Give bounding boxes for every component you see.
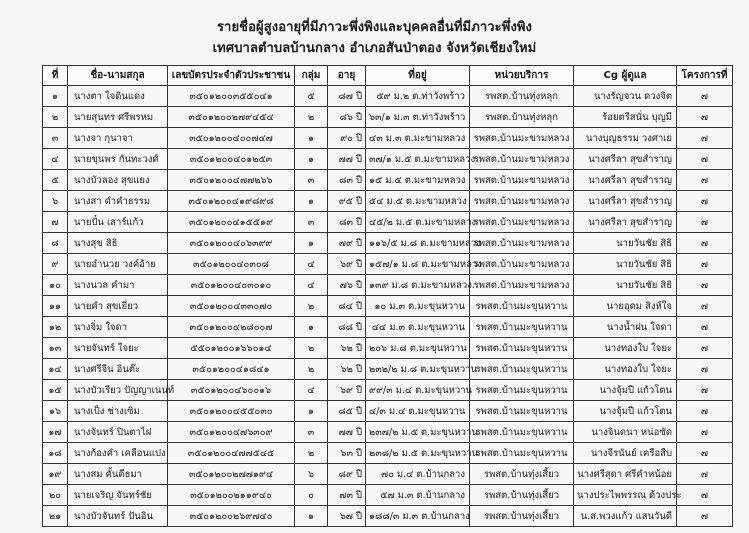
col-header-project: โครงการที่	[677, 66, 733, 86]
cell-row-number: ๗	[43, 212, 68, 233]
cell-age: ๘๗ ปี	[328, 86, 366, 107]
cell-person-name: นางบัวจันทร์ ปันอิน	[68, 506, 168, 527]
cell-citizen-id: ๓๕๐๑๒๐๐๔๗๖๓๐๙	[168, 422, 295, 443]
table-row	[43, 191, 733, 212]
cell-row-number: ๒๑	[43, 506, 68, 527]
cell-address: ๒๓๗/๒ ม.๕ ต.มะขุนหวาน	[366, 422, 470, 443]
cell-age: ๗๓ ปี	[328, 485, 366, 506]
table-row	[43, 128, 733, 149]
cell-project-number: ๗	[677, 107, 733, 128]
cell-project-number: ๗	[677, 485, 733, 506]
cell-caregiver: นางทองใบ ใจยะ	[574, 359, 677, 380]
cell-citizen-id: ๓๕๐๑๒๐๐๔๑๕๕๑๙	[168, 212, 295, 233]
cell-citizen-id: ๓๕๐๑๒๐๐๓๕๕๐๔๑	[168, 86, 295, 107]
cell-project-number: ๗	[677, 317, 733, 338]
cell-address: ๙๙/๓ ม.๔ ต.มะขุนหวาน	[366, 380, 470, 401]
cell-caregiver: นางรัญจวน ดวงจิต	[574, 86, 677, 107]
cell-citizen-id: ๓๕๐๑๒๐๐๔๕๕๐๓๐	[168, 401, 295, 422]
cell-service-unit: รพสต.บ้านมะขุนหวาน	[470, 296, 574, 317]
cell-service-unit: รพสต.บ้านมะขุนหวาน	[470, 422, 574, 443]
cell-age: ๙๕ ปี	[328, 191, 366, 212]
cell-address: ๑๕๗/๑ ม.๘ ต.มะขามหลวง	[366, 254, 470, 275]
cell-group-number: ๒	[295, 107, 328, 128]
cell-citizen-id: ๓๕๐๑๒๐๐๔๑๙๘๙๘	[168, 191, 295, 212]
cell-group-number: ๓	[295, 170, 328, 191]
cell-address: ๓๗/๑ ม.๕ ต.มะขามหลวง	[366, 149, 470, 170]
cell-group-number: ๓	[295, 212, 328, 233]
cell-caregiver: นางบุญธรรม วงศาเย	[574, 128, 677, 149]
cell-project-number: ๗	[677, 443, 733, 464]
cell-project-number: ๗	[677, 422, 733, 443]
cell-address: ๑๘๘/๓ ม.๓ ต.บ้านกลาง	[366, 506, 470, 527]
col-header-unit: หน่วยบริการ	[470, 66, 574, 86]
cell-citizen-id: ๓๕๐๑๒๐๐๒๖๙๗๔๐	[168, 506, 295, 527]
cell-person-name: นายขุนพร กันทะวงศ์	[68, 149, 168, 170]
cell-address: ๑๑๖/๕ ม.๘ ต.มะขามหลวง	[366, 233, 470, 254]
cell-address: ๖๓/๑ ม.๓ ต.ท่าวังพร้าว	[366, 107, 470, 128]
cell-age: ๖๒ ปี	[328, 338, 366, 359]
cell-row-number: ๖	[43, 191, 68, 212]
cell-caregiver: นางจินดนา หน่อซัด	[574, 422, 677, 443]
cell-row-number: ๑๗	[43, 422, 68, 443]
cell-row-number: ๓	[43, 128, 68, 149]
cell-person-name: นางศรีจีน อินต๊ะ	[68, 359, 168, 380]
cell-person-name: นายปั๋น เสาร์แก้ว	[68, 212, 168, 233]
table-row	[43, 485, 733, 506]
cell-address: ๒๐๖ ม.๘ ต.มะขุนหวาน	[366, 338, 470, 359]
table-row	[43, 422, 733, 443]
cell-age: ๖๙ ปี	[328, 254, 366, 275]
cell-address: ๕๗ ม.๓ ต.บ้านกลาง	[366, 485, 470, 506]
cell-age: ๖๒ ปี	[328, 359, 366, 380]
document-subtitle: เทศบาลตำบลบ้านกลาง อำเภอสันป่าตอง จังหวัดเชียงใหม่	[212, 41, 537, 56]
cell-group-number: ๑	[295, 128, 328, 149]
cell-person-name: นางบัวลอง สุขแยง	[68, 170, 168, 191]
cell-service-unit: รพสต.บ้านมะขุนหวาน	[470, 443, 574, 464]
cell-caregiver: นายวันชัย สิธิ	[574, 275, 677, 296]
table-row	[43, 86, 733, 107]
table-row	[43, 149, 733, 170]
cell-age: ๖๓ ปี	[328, 443, 366, 464]
cell-row-number: ๑๒	[43, 317, 68, 338]
cell-project-number: ๗	[677, 401, 733, 422]
cell-age: ๘๙ ปี	[328, 464, 366, 485]
cell-group-number: ๒	[295, 359, 328, 380]
cell-project-number: ๗	[677, 338, 733, 359]
table-row	[43, 317, 733, 338]
cell-citizen-id: ๓๕๐๑๒๐๐๔๒๘๐๐๗	[168, 317, 295, 338]
table-row	[43, 464, 733, 485]
cell-age: ๗๗ ปี	[328, 422, 366, 443]
cell-row-number: ๑๙	[43, 464, 68, 485]
cell-caregiver: นางจีรนันย์ เครือสืบ	[574, 443, 677, 464]
cell-caregiver: ร้อยตรีสนั่น บุญมี	[574, 107, 677, 128]
table-row	[43, 233, 733, 254]
cell-group-number: ๑	[295, 317, 328, 338]
cell-group-number: ๔	[295, 254, 328, 275]
cell-project-number: ๗	[677, 464, 733, 485]
cell-group-number: ๑	[295, 191, 328, 212]
cell-row-number: ๑๓	[43, 338, 68, 359]
cell-group-number: ๔	[295, 380, 328, 401]
table-row	[43, 338, 733, 359]
col-header-no: ที่	[43, 66, 68, 86]
cell-project-number: ๗	[677, 275, 733, 296]
cell-address: ๕๔ ม.๕ ต.มะขามหลวง	[366, 191, 470, 212]
table-row	[43, 275, 733, 296]
cell-group-number: ๒	[295, 443, 328, 464]
table-row	[43, 506, 733, 527]
cell-group-number: ๓	[295, 422, 328, 443]
cell-age: ๘๖ ปี	[328, 107, 366, 128]
cell-address: ๕๙ ม.๒ ต.ท่าวังพร้าว	[366, 86, 470, 107]
cell-age: ๘๘ ปี	[328, 317, 366, 338]
table-row	[43, 170, 733, 191]
cell-address: ๔๓ ม.๓ ต.มะขามหลวง	[366, 128, 470, 149]
col-header-name: ชื่อ-นามสกุล	[68, 66, 168, 86]
cell-group-number: ๑	[295, 233, 328, 254]
cell-project-number: ๗	[677, 212, 733, 233]
cell-service-unit: รพสต.บ้านทุ่งเสี้ยว	[470, 506, 574, 527]
cell-person-name: นางนวล คำมา	[68, 275, 168, 296]
cell-caregiver: นางน้ำฝน ใจดา	[574, 317, 677, 338]
cell-address: ๒๓๒/๒ ม.๘ ต.มะขุนหวาน	[366, 359, 470, 380]
cell-address: ๑๐ ม.๓ ต.มะขุนหวาน	[366, 296, 470, 317]
cell-group-number: ๑	[295, 401, 328, 422]
cell-citizen-id: ๓๕๐๑๒๐๐๔๐๓๐๑๐	[168, 275, 295, 296]
cell-project-number: ๗	[677, 506, 733, 527]
cell-project-number: ๗	[677, 128, 733, 149]
table-header-row	[43, 66, 733, 86]
table-row	[43, 296, 733, 317]
cell-row-number: ๑	[43, 86, 68, 107]
cell-citizen-id: ๓๕๐๑๒๐๐๔๗๗๒๖๖	[168, 170, 295, 191]
table-row	[43, 443, 733, 464]
document-title: รายชื่อผู้สูงอายุที่มีภาวะพึ่งพิงและบุคคลอื่นที่มีภาวะพึ่งพิง	[216, 20, 533, 35]
cell-person-name: นางตา ใจดินแดง	[68, 86, 168, 107]
cell-age: ๗๙ ปี	[328, 233, 366, 254]
cell-citizen-id: ๓๕๐๑๒๐๐๔๐๑๒๕๓	[168, 149, 295, 170]
cell-project-number: ๗	[677, 296, 733, 317]
table-row	[43, 254, 733, 275]
cell-service-unit: รพสต.บ้านมะขุนหวาน	[470, 317, 574, 338]
cell-person-name: นายคำ สุขเยี่ยว	[68, 296, 168, 317]
cell-service-unit: รพสต.บ้านมะขามหลวง	[470, 233, 574, 254]
cell-project-number: ๗	[677, 86, 733, 107]
cell-service-unit: รพสต.บ้านมะขุนหวาน	[470, 359, 574, 380]
elderly-dependents-table	[42, 65, 733, 527]
cell-citizen-id: ๓๕๐๑๒๐๐๔๐๐๗๔๗	[168, 128, 295, 149]
cell-project-number: ๗	[677, 254, 733, 275]
cell-project-number: ๗	[677, 149, 733, 170]
cell-person-name: นายจันทร์ ใจยะ	[68, 338, 168, 359]
cell-caregiver: นางประไพพรรณ ด้วงประ	[574, 485, 677, 506]
cell-age: ๘๔ ปี	[328, 296, 366, 317]
cell-person-name: นางสุข สิธิ	[68, 233, 168, 254]
table-row	[43, 380, 733, 401]
cell-citizen-id: ๓๕๐๑๒๐๐๔๐๖๓๙๙	[168, 233, 295, 254]
cell-caregiver: นางศรีลา สุขสำราญ	[574, 212, 677, 233]
cell-person-name: นางจา กุนาจา	[68, 128, 168, 149]
cell-group-number: ๑	[295, 149, 328, 170]
cell-row-number: ๑๘	[43, 443, 68, 464]
cell-address: ๒๓๘/๒ ม.๕ ต.มะขุนหวาน	[366, 443, 470, 464]
cell-address: ๑๕ ม.๕ ต.มะขามหลวง	[366, 170, 470, 191]
cell-service-unit: รพสต.บ้านมะขามหลวง	[470, 254, 574, 275]
cell-row-number: ๒๐	[43, 485, 68, 506]
cell-address: ๑๓๙ ม.๘ ต.มะขามหลวง.	[366, 275, 470, 296]
cell-citizen-id: ๕๕๐๑๒๐๐๑๖๖๐๑๔	[168, 338, 295, 359]
cell-group-number: ๐	[295, 485, 328, 506]
cell-citizen-id: ๓๕๐๑๒๐๐๔๐๓๐๘	[168, 254, 295, 275]
cell-project-number: ๗	[677, 191, 733, 212]
cell-row-number: ๘	[43, 233, 68, 254]
cell-age: ๘๕ ปี	[328, 401, 366, 422]
cell-caregiver: นางจุ้มปี แก้วโตน	[574, 401, 677, 422]
cell-row-number: ๒	[43, 107, 68, 128]
cell-project-number: ๗	[677, 170, 733, 191]
cell-address: ๔/๓ ม.๔ ต.มะขุนหวาน	[366, 401, 470, 422]
col-header-age: อายุ	[328, 66, 366, 86]
cell-caregiver: นางศรีลา สุขสำราญ	[574, 149, 677, 170]
cell-group-number: ๔	[295, 275, 328, 296]
cell-citizen-id: ๓๕๐๑๒๐๐๔๗๗๕๔๕	[168, 443, 295, 464]
cell-service-unit: รพสต.บ้านมะขามหลวง	[470, 128, 574, 149]
table-body	[43, 86, 733, 527]
col-header-caregiver: Cg ผู้ดูแล	[574, 66, 677, 86]
cell-project-number: ๗	[677, 359, 733, 380]
cell-caregiver: นางศรีลา สุขสำราญ	[574, 170, 677, 191]
cell-person-name: นางก้องคำ เคลือนแปง	[68, 443, 168, 464]
table-row	[43, 401, 733, 422]
cell-row-number: ๔	[43, 149, 68, 170]
cell-age: ๗๗ ปี	[328, 149, 366, 170]
cell-age: ๙๐ ปี	[328, 128, 366, 149]
cell-project-number: ๗	[677, 233, 733, 254]
cell-service-unit: รพสต.บ้านทุ่งเสี้ยว	[470, 485, 574, 506]
cell-service-unit: รพสต.บ้านมะขามหลวง	[470, 149, 574, 170]
cell-row-number: ๕	[43, 170, 68, 191]
cell-person-name: นายเจริญ จันทร์ชัย	[68, 485, 168, 506]
cell-service-unit: รพสต.บ้านมะขุนหวาน	[470, 338, 574, 359]
col-header-id: เลขบัตรประจำตัวประชาชน	[168, 66, 295, 86]
cell-citizen-id: ๓๕๐๑๒๐๐๒๗๗๑๙๔	[168, 464, 295, 485]
cell-service-unit: รพสต.บ้านมะขามหลวง	[470, 212, 574, 233]
cell-row-number: ๑๖	[43, 401, 68, 422]
cell-person-name: นางจิ่ม ใจดา	[68, 317, 168, 338]
cell-caregiver: นางจุ้มปี แก้วโตน	[574, 380, 677, 401]
cell-service-unit: รพสต.บ้านมะขุนหวาน	[470, 401, 574, 422]
cell-row-number: ๑๔	[43, 359, 68, 380]
cell-address: ๔๕/๒ ม.๕ ต.มะขามหลวง	[366, 212, 470, 233]
cell-caregiver: นายวันชัย สิธิ	[574, 233, 677, 254]
cell-person-name: นางบัวเรียว ปัญญาเนนท์	[68, 380, 168, 401]
cell-caregiver: นางทองใบ ใจยะ	[574, 338, 677, 359]
cell-caregiver: นายอุดม สิงห์ใจ	[574, 296, 677, 317]
cell-service-unit: รพสต.บ้านมะขามหลวง	[470, 275, 574, 296]
cell-service-unit: รพสต.บ้านทุ่งเสี้ยว	[470, 464, 574, 485]
cell-age: ๗๖ ปี	[328, 275, 366, 296]
cell-row-number: ๑๐	[43, 275, 68, 296]
cell-person-name: นายอำนวย วงค์อ้าย	[68, 254, 168, 275]
cell-caregiver: นายวันชัย สิธิ	[574, 254, 677, 275]
col-header-address: ที่อยู่	[366, 66, 470, 86]
cell-citizen-id: ๓๕๐๑๒๐๐๔๑๘๔๑	[168, 359, 295, 380]
cell-citizen-id: ๓๕๐๑๒๐๐๒๑๑๙๔๐	[168, 485, 295, 506]
cell-person-name: นายสุนทร ศรีพรหม	[68, 107, 168, 128]
cell-service-unit: รพสต.บ้านมะขามหลวง	[470, 191, 574, 212]
cell-group-number: ๒	[295, 338, 328, 359]
cell-row-number: ๑๕	[43, 380, 68, 401]
cell-person-name: นางสม คั้นดีธมา	[68, 464, 168, 485]
cell-age: ๘๓ ปี	[328, 170, 366, 191]
cell-row-number: ๑๑	[43, 296, 68, 317]
cell-person-name: นางเป็ง ช่างเซิม	[68, 401, 168, 422]
cell-group-number: ๖	[295, 464, 328, 485]
cell-age: ๖๙ ปี	[328, 380, 366, 401]
cell-group-number: ๒	[295, 296, 328, 317]
cell-project-number: ๗	[677, 380, 733, 401]
cell-caregiver: น.ส.พวงแก้ว แสนวันดี	[574, 506, 677, 527]
cell-caregiver: นางศรีสุดา ศรีคำหน้อย	[574, 464, 677, 485]
cell-service-unit: รพสต.บ้านทุ่งหลุก	[470, 107, 574, 128]
cell-caregiver: นางศรีลา สุขสำราญ	[574, 191, 677, 212]
cell-address: ๗๐ ม.๔ ต.บ้านกลาง	[366, 464, 470, 485]
cell-person-name: นางสา ดำคำธรรม	[68, 191, 168, 212]
col-header-group: กลุ่ม	[295, 66, 328, 86]
cell-service-unit: รพสต.บ้านมะขุนหวาน	[470, 380, 574, 401]
table-row	[43, 212, 733, 233]
cell-citizen-id: ๓๕๐๑๒๐๐๒๗๙๔๕๔	[168, 107, 295, 128]
cell-group-number: ๕	[295, 86, 328, 107]
cell-citizen-id: ๓๕๐๑๒๐๐๔๖๐๐๑๖	[168, 380, 295, 401]
cell-service-unit: รพสต.บ้านทุ่งหลุก	[470, 86, 574, 107]
cell-age: ๘๓ ปี	[328, 212, 366, 233]
cell-address: ๔๔ ม.๓ ต.มะขุนหวาน	[366, 317, 470, 338]
table-row	[43, 359, 733, 380]
cell-person-name: นางจันทร์ ปินตาไฝ	[68, 422, 168, 443]
cell-group-number: ๑	[295, 506, 328, 527]
table-row	[43, 107, 733, 128]
cell-age: ๖๗ ปี	[328, 506, 366, 527]
cell-row-number: ๙	[43, 254, 68, 275]
cell-citizen-id: ๓๕๐๑๒๐๐๔๓๓๐๗๐	[168, 296, 295, 317]
cell-service-unit: รพสต.บ้านมะขามหลวง	[470, 170, 574, 191]
